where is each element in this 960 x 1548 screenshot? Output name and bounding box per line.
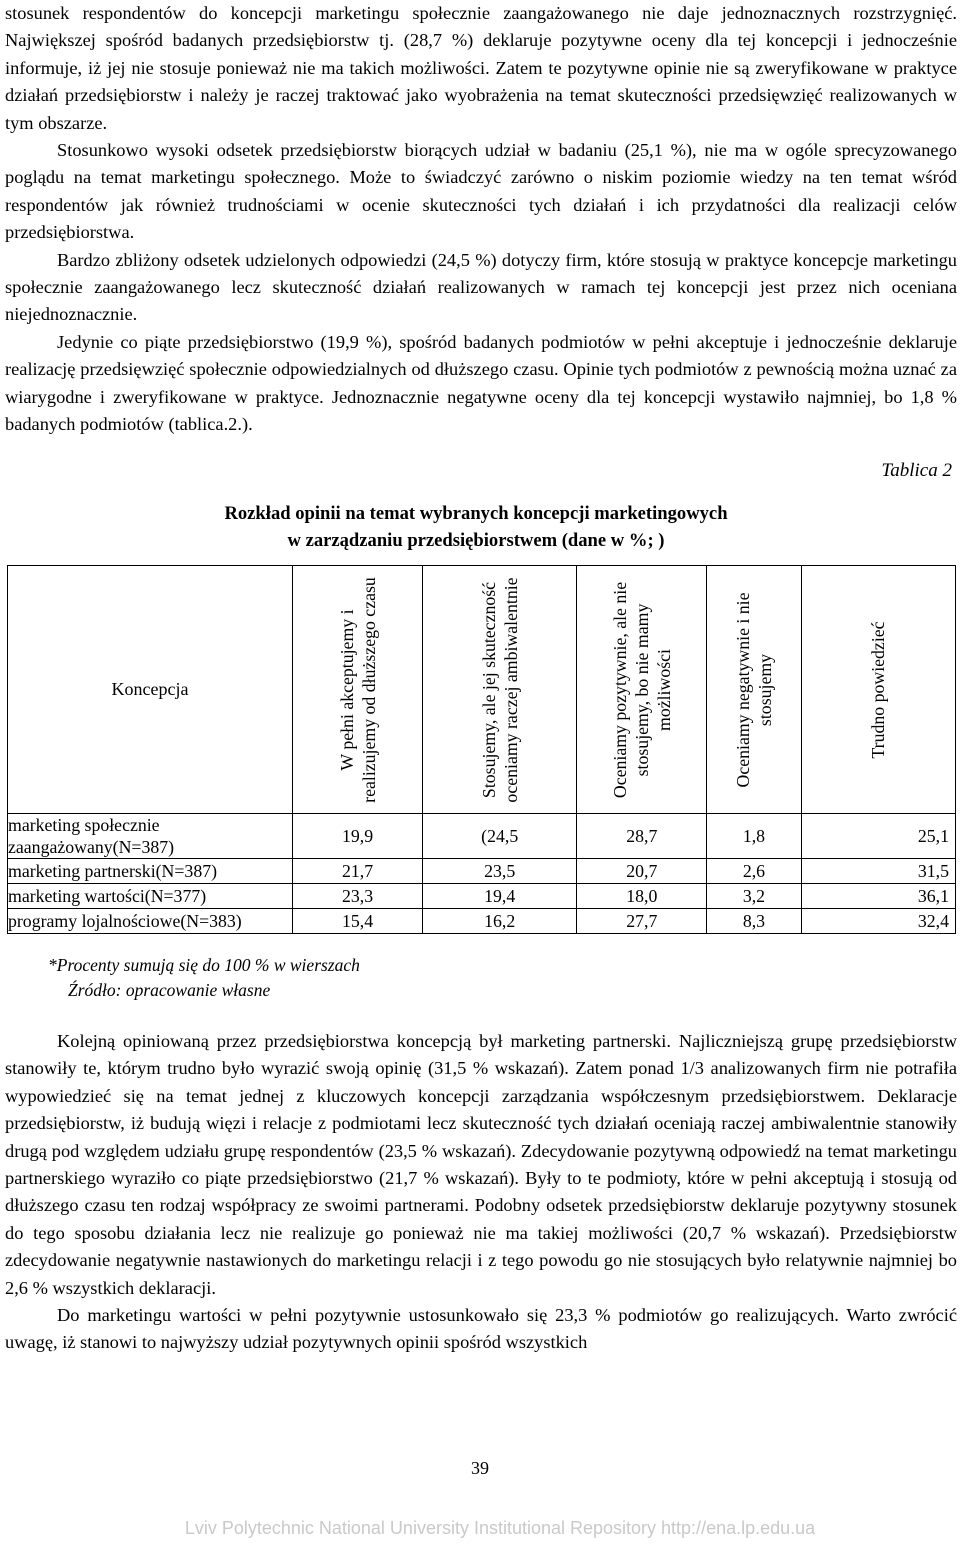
header-text: Trudno powiedzieć xyxy=(868,620,889,759)
table-title-line: Rozkład opinii na temat wybranych koncepcji marketingowych xyxy=(224,503,728,524)
opinion-table xyxy=(7,565,956,934)
cell: 32,4 xyxy=(801,909,955,934)
row-name-line: zaangażowany(N=387) xyxy=(8,837,175,857)
paragraph: Do marketingu wartości w pełni pozytywnie ustosunkowało się 23,3 % podmiotów go realizujących. Warto zwrócić uwagę, iż stanowi to najwyższy udział pozytywnych opinii spośród wszystkich xyxy=(5,1305,957,1353)
source-note: Źródło: opracowanie własne xyxy=(68,980,271,1000)
cell: 36,1 xyxy=(801,884,955,909)
cell: 31,5 xyxy=(801,859,955,884)
paragraph: stosunek respondentów do koncepcji marketingu społecznie zaangażowanego nie daje jednoznacznych rozstrzygnięć. Największej spośród badanych przedsiębiorstw tj. (28,7 %) deklaruje pozytywne oceny dla tej koncepcji i jednocześnie informuje, iż jej nie stosuje ponieważ nie ma takich możliwości. Zatem te pozytywne opinie nie są zweryfikowane w praktyce działań przedsiębiorstw i należy je raczej traktować jako wyobrażenia na temat skuteczności przedsięwzięć realizowanych w tym obszarze. xyxy=(5,3,957,133)
cell: 23,3 xyxy=(293,884,423,909)
cell: 8,3 xyxy=(707,909,801,934)
row-name xyxy=(8,814,293,859)
header-row xyxy=(8,566,956,814)
cell: 23,5 xyxy=(423,859,577,884)
header-cell xyxy=(293,566,423,814)
table-row xyxy=(8,814,956,859)
cell: 19,9 xyxy=(293,814,423,859)
row-name-line: marketing społecznie xyxy=(8,815,160,835)
table-row xyxy=(8,884,956,909)
cell: 19,4 xyxy=(423,884,577,909)
row-name: marketing wartości(N=377) xyxy=(8,884,293,909)
header-text: W pełni akceptujemy i realizujemy od dłuższego czasu xyxy=(336,576,379,803)
header-cell xyxy=(707,566,801,814)
paragraph: Jedynie co piąte przedsiębiorstwo (19,9 %), spośród badanych podmiotów w pełni akceptuje i jednocześnie deklaruje realizację przedsięwzięć społecznie odpowiedzialnych od dłuższego czasu. Opinie tych podmiotów z pewnością można uznać za wiarygodne i zweryfikowane w praktyce. Jednoznacznie negatywne oceny dla tej koncepcji wystawiło najmniej, bo 1,8 % badanych podmiotów (tablica.2.). xyxy=(5,331,957,435)
cell: 21,7 xyxy=(293,859,423,884)
cell: 15,4 xyxy=(293,909,423,934)
paragraph: Kolejną opiniowaną przez przedsiębiorstwa koncepcją był marketing partnerski. Najliczniejszą grupę przedsiębiorstw stanowiły te, którym trudno było wyrazić swoją opinię (31,5 % wskazań). Zatem ponad 1/3 analizowanych firm nie potrafiła wypowiedzieć się na temat jednej z kluczowych koncepcji zarządzania współczesnym przedsiębiorstwem. Deklaracje przedsiębiorstw, iż budują więzi i relacje z podmiotami lecz skuteczność tych działań oceniają raczej ambiwalentnie stanowiły drugą pod względem udziału grupę respondentów (23,5 % wskazań). Zdecydowanie pozytywną odpowiedź na temat marketingu partnerskiego wyraziło co piąte przedsiębiorstwo (21,7 % wskazań). Były to te podmioty, które w pełni akceptują i stosują od dłuższego czasu ten rodzaj współpracy ze swoimi partnerami. Podobny odsetek przedsiębiorstw deklaruje pozytywny stosunek do tego sposobu działania lecz nie realizuje go ponieważ nie ma takiej możliwości (20,7 % wskazań). Przedsiębiorstw zdecydowanie negatywnie nastawionych do marketingu relacji i z tego powodu go nie stosujących było relatywnie najmniej bo 2,6 % wszystkich deklaracji. xyxy=(5,1031,957,1298)
row-name: programy lojalnościowe(N=383) xyxy=(8,909,293,934)
header-cell xyxy=(577,566,707,814)
header-cell xyxy=(423,566,577,814)
header-koncepcja: Koncepcja xyxy=(8,566,293,814)
paragraph: Stosunkowo wysoki odsetek przedsiębiorstw biorących udział w badaniu (25,1 %), nie ma w ogóle sprecyzowanego poglądu na temat marketingu społecznego. Może to świadczyć zarówno o niskim poziomie wiedzy na ten temat wśród respondentów jak również trudnościami w ocenie skuteczności tych działań i ich przydatności dla realizacji celów przedsiębiorstwa. xyxy=(5,140,957,243)
cell: 2,6 xyxy=(707,859,801,884)
cell: 3,2 xyxy=(707,884,801,909)
upper-text xyxy=(5,0,957,439)
page-number: 39 xyxy=(471,1458,489,1478)
table-notes xyxy=(48,953,360,1003)
cell: 25,1 xyxy=(801,814,955,859)
header-text: Oceniamy pozytywnie, ale nie stosujemy, bo nie mamy możliwości xyxy=(609,581,674,798)
cell: 27,7 xyxy=(577,909,707,934)
cell: (24,5 xyxy=(423,814,577,859)
table-title xyxy=(0,500,952,554)
row-name: marketing partnerski(N=387) xyxy=(8,859,293,884)
cell: 20,7 xyxy=(577,859,707,884)
lower-text xyxy=(5,1028,957,1357)
table-row xyxy=(8,909,956,934)
table-row xyxy=(8,859,956,884)
cell: 16,2 xyxy=(423,909,577,934)
table-title-line: w zarządzaniu przedsiębiorstwem (dane w %; ) xyxy=(287,530,665,551)
cell: 28,7 xyxy=(577,814,707,859)
repository-footer: Lviv Polytechnic National University Institutional Repository http://ena.lp.edu.ua xyxy=(184,1518,816,1538)
header-text: Oceniamy negatywnie i nie stosujemy xyxy=(732,591,775,788)
cell: 1,8 xyxy=(707,814,801,859)
table-label: Tablica 2 xyxy=(881,460,952,481)
header-cell xyxy=(801,566,955,814)
percent-note: *Procenty sumują się do 100 % w wierszach xyxy=(48,955,360,975)
cell: 18,0 xyxy=(577,884,707,909)
paragraph: Bardzo zbliżony odsetek udzielonych odpowiedzi (24,5 %) dotyczy firm, które stosują w praktyce koncepcje marketingu społecznie zaangażowanego lecz skuteczność działań realizowanych w ramach tej koncepcji jest przez nich oceniana niejednoznacznie. xyxy=(5,249,957,325)
header-text: Stosujemy, ale jej skuteczność oceniamy raczej ambiwalentnie xyxy=(478,576,521,803)
